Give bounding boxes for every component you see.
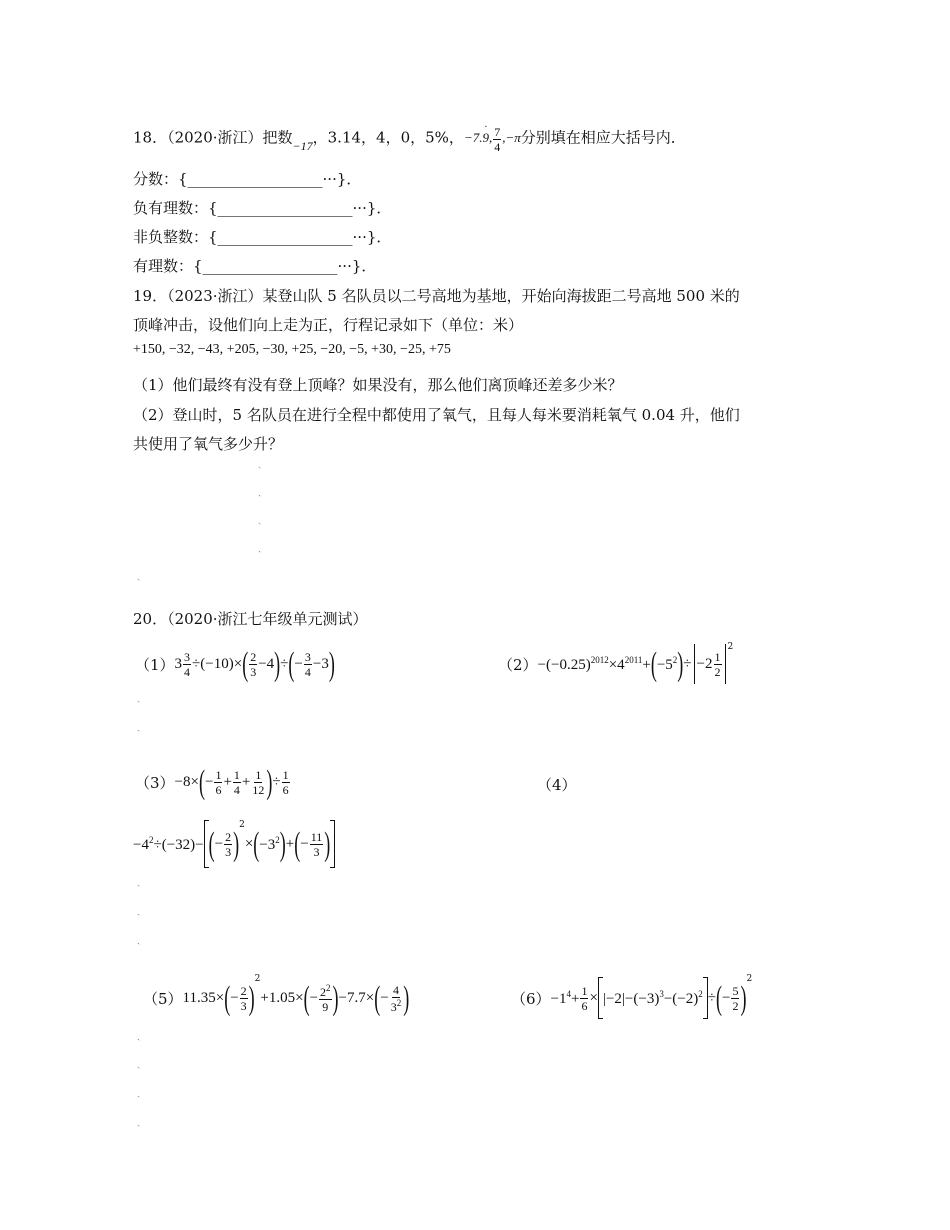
- mark: ˎ: [137, 905, 141, 916]
- mark: ˎ: [258, 458, 262, 469]
- mark: ˎ: [137, 692, 141, 703]
- q18-negative-rational-line: 负有理数：{__________________···}．: [133, 199, 392, 217]
- q18-lead: 18．（2020·浙江）把数: [133, 128, 293, 147]
- mark: ˎ: [137, 1058, 141, 1069]
- q20-expr-2: （2） $-(-0.25)^{2012}\times 4^{2011}+$ ( $-5^2$ ) ÷ −2 $\frac{1}{2}$ $^2$: [498, 642, 734, 683]
- q18-line: [133, 122, 686, 154]
- mark: ˎ: [258, 486, 262, 497]
- q20-label-4: （4）: [537, 776, 577, 794]
- mark: ˎ: [258, 542, 262, 553]
- q18-rational-line: 有理数：{__________________···}．: [133, 257, 377, 275]
- mark: ˎ: [137, 721, 141, 732]
- q19-records: +150, −32, −43, +205, −30, +25, −20, −5, +30, −25, +75: [133, 342, 451, 357]
- q20-expr-6: （6） $-1^4+$ $\frac{1}{6}$ × $|-2|-(-3)^3-(-2)^2$ ÷ ( − $\frac{5}{2}$ ) $^2$: [511, 974, 752, 1022]
- q18-math-list: −7.9 · , $\frac{7}{4}$ ,−π: [463, 122, 521, 154]
- mark: ˎ: [137, 570, 141, 581]
- mark: ˎ: [137, 876, 141, 887]
- mark: ˎ: [137, 1030, 141, 1041]
- q20-title: 20．（2020·浙江七年级单元测试）: [133, 610, 368, 628]
- q19-line2: 顶峰冲击，设他们向上走为正，行程记录如下（单位：米）: [133, 316, 524, 334]
- mark: ˎ: [137, 1087, 141, 1098]
- q19-line1: 19．（2023·浙江）某登山队 5 名队员以二号高地为基地，开始向海拔距二号高地 500 米的: [133, 287, 740, 305]
- q20-expr-4: $-4^2\div(-32)-$ ( − $\frac{2}{3}$ ) $^2$ × ( $-3^2$ ) + ( − $\frac{11}{3}$ ): [133, 820, 335, 868]
- q19-part2-line2: 共使用了氧气多少升？: [133, 435, 284, 453]
- mark: ˎ: [258, 514, 262, 525]
- q18-tail: 分别填在相应大括号内．: [520, 128, 686, 147]
- q18-number-neg17: −17: [292, 139, 313, 154]
- mark: ˎ: [137, 934, 141, 945]
- mark: ˎ: [137, 1116, 141, 1127]
- q19-part2-line1: （2）登山时，5 名队员在进行全程中都使用了氧气，且每人每米要消耗氧气 0.04 升，他们: [133, 406, 740, 424]
- q19-part1: （1）他们最终有没有登上顶峰？如果没有，那么他们离顶峰还差多少米？: [133, 376, 623, 394]
- q18-nonnegative-integer-line: 非负整数：{__________________···}．: [133, 228, 392, 246]
- q20-expr-1: （1） 3 $\frac{3}{4}$ ÷(−10)× ( $\frac{2}{3}$ −4 ) ÷ ( − $\frac{3}{4}$ −3 ): [135, 644, 335, 683]
- q20-expr-3: （3） −8× ( − $\frac{1}{6}$ + $\frac{1}{4}$ + $\frac{1}{12}$ ) ÷ $\frac{1}{6}$: [135, 762, 289, 801]
- q18-number-list: ，3.14，4，0，5%，: [312, 128, 464, 147]
- q20-expr-5: （5） 11.35× ( − $\frac{2}{3}$ ) $^2$ +1.05× ( − $\frac{2^2}{9}$ ) −7.7× ( − $\frac{4}{3^2}$ ): [143, 974, 410, 1017]
- q18-fraction-line: 分数：{__________________···}．: [133, 170, 362, 188]
